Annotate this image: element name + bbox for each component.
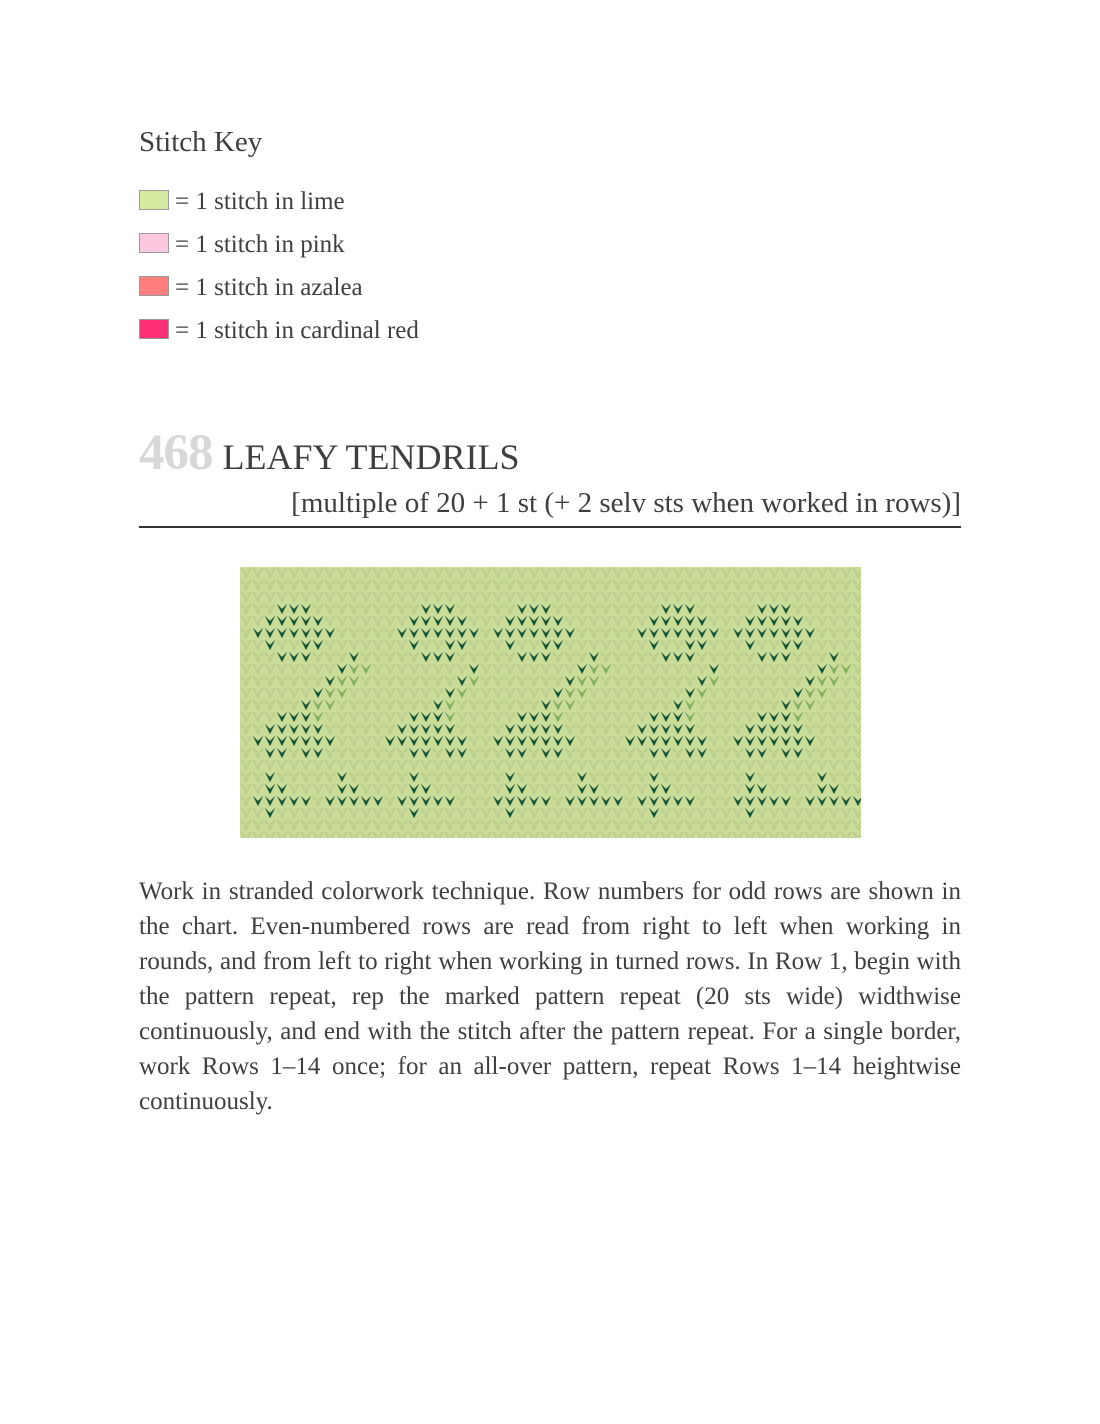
pattern-heading — [139, 424, 520, 482]
knitted-swatch-photo — [240, 567, 861, 838]
azalea-swatch — [139, 276, 169, 296]
key-item-azalea — [139, 266, 419, 309]
key-item-pink — [139, 223, 419, 266]
heading-rule — [139, 526, 961, 528]
pattern-name: LEAFY TENDRILS — [222, 437, 520, 477]
key-item-lime — [139, 180, 419, 223]
key-label-lime: = 1 stitch in lime — [175, 187, 345, 215]
pattern-instructions: Work in stranded colorwork technique. Row numbers for odd rows are shown in the chart. Even-numbered rows are read from right to left when working in rounds, and from left to right when working in turned rows. In Row 1, begin with the pattern repeat, rep the marked pattern repeat (20 sts wide) widthwise continuously, and end with the stitch after the pattern repeat. For a single border, work Rows 1–14 once; for an all-over pattern, repeat Rows 1–14 heightwise continuously. — [139, 878, 961, 1115]
key-label-cardinal-red: = 1 stitch in cardinal red — [175, 316, 419, 344]
pattern-number: 468 — [139, 425, 213, 481]
key-label-pink: = 1 stitch in pink — [175, 230, 345, 258]
lime-swatch — [139, 190, 169, 210]
cardinal-red-swatch — [139, 319, 169, 339]
pattern-multiple: [multiple of 20 + 1 st (+ 2 selv sts when worked in rows)] — [291, 487, 961, 519]
stitch-key-title: Stitch Key — [139, 126, 263, 158]
stitch-key-list — [139, 180, 419, 352]
pink-swatch — [139, 233, 169, 253]
key-label-azalea: = 1 stitch in azalea — [175, 273, 363, 301]
key-item-cardinal-red — [139, 309, 419, 352]
